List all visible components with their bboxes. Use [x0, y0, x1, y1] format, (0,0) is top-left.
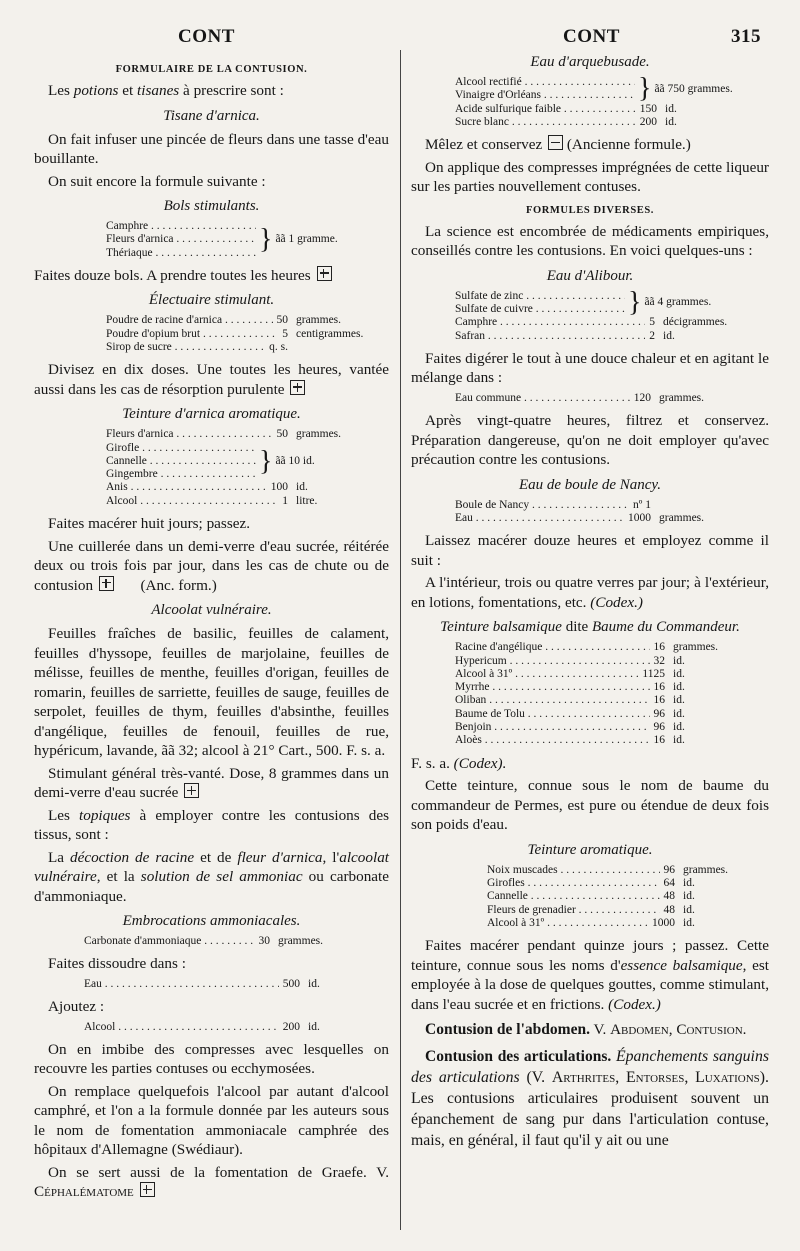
bols-ingredients — [106, 220, 389, 260]
ingredient-row: Hypericum . . . 32 id. — [455, 655, 745, 668]
section-title: FORMULAIRE DE LA CONTUSION. — [115, 64, 308, 75]
column-divider — [400, 50, 401, 1230]
ingredient-row: Anis . . . 100 id. — [106, 481, 376, 494]
recipe-title-teinture: Teinture d'arnica aromatique. — [122, 406, 301, 423]
ingredient-row: Fleurs de grenadier . . . 48 id. — [487, 904, 749, 917]
plus-box-icon — [140, 1182, 155, 1197]
alcool-ingredients — [84, 1021, 374, 1034]
ingredient-group: Sulfate de zinc . . . Sulfate de cuivre . . . } ãã 4 grammes. — [455, 290, 755, 317]
left-running-title: CONT — [178, 26, 235, 47]
decoction-paragraph: La décoction de racine et de fleur d'arnica, l'alcoolat vulnéraire, et la solution de sel ammoniac ou carbonate d'ammoniaque. — [34, 848, 390, 905]
ingredient-row: Baume de Tolu . . . 96 id. — [455, 708, 745, 721]
ingredient-row: Vinaigre d'Orléans . . . — [455, 89, 635, 102]
brace: } — [638, 73, 652, 105]
entry-heading: Contusion de l'abdomen. — [425, 1021, 590, 1039]
ingredient-row: Boule de Nancy . . . nº 1 — [455, 499, 725, 512]
ingredient-row: Sulfate de cuivre . . . — [455, 303, 625, 316]
eau-ingredients — [84, 978, 374, 991]
ingredient-row: Thériaque . . . — [106, 247, 256, 260]
nancy-paragraph: Laissez macérer douze heures et employez comme il suit : — [411, 532, 769, 569]
plus-box-icon — [184, 783, 199, 798]
ingredient-row: Fleurs d'arnica . . . — [106, 233, 256, 246]
page-number: 315 — [731, 26, 761, 47]
ingredient-row: Girofles . . . 64 id. — [487, 877, 749, 890]
bols-paragraph: Faites douze bols. A prendre toutes les heures — [34, 266, 389, 286]
ingredient-row: Aloès . . . 16 id. — [455, 734, 745, 747]
recipe-title-electuaire: Électuaire stimulant. — [148, 292, 275, 309]
ingredient-row: Carbonate d'ammoniaque . . . 30 grammes. — [84, 935, 344, 948]
interieur-paragraph: A l'intérieur, trois ou quatre verres par jour; à l'extérieur, en lotions, fomentations, etc. (Codex.) — [411, 574, 769, 611]
arquebusade-paragraph-2: On applique des compresses imprégnées de cette liqueur sur les parties nouvellement contuses. — [411, 158, 769, 196]
electuaire-paragraph: Divisez en dix doses. Une toutes les heures, vantée aussi dans les cas de résorption purulente — [34, 361, 389, 398]
ingredient-row: Sucre blanc . . . 200 id. — [455, 116, 735, 129]
ingredient-row: Poudre de racine d'arnica . . . 50 grammes. — [106, 314, 388, 327]
ingredient-row: Benjoin . . . 96 id. — [455, 721, 745, 734]
recipe-title-bols: Bols stimulants. — [163, 198, 260, 214]
teinture-paragraph-1: Faites macérer huit jours; passez. — [48, 515, 251, 533]
left-column — [34, 62, 389, 1205]
ingredient-row: Alcool à 31º . . . 1125 id. — [455, 668, 745, 681]
alibour-ingredients — [455, 286, 755, 343]
ingredient-row: Poudre d'opium brut . . . 5 centigrammes. — [106, 328, 388, 341]
ingredient-row: Alcool rectifié . . . — [455, 76, 635, 89]
recipe-title-balsamique: Teinture balsamique dite Baume du Commandeur. — [440, 619, 740, 636]
imbibe-paragraph: On en imbibe des compresses avec lesquelles on recouvre les parties contuses ou ecchymosées. — [34, 1040, 389, 1078]
arquebusade-ingredients — [455, 73, 755, 129]
entry-heading: Contusion des articulations. — [425, 1047, 612, 1065]
stimulant-paragraph: Stimulant général très-vanté. Dose, 8 grammes dans un demi-verre d'eau sucrée — [34, 764, 389, 802]
ingredient-row: Oliban . . . 16 id. — [455, 694, 745, 707]
ingredient-row: Camphre . . . — [106, 220, 256, 233]
bols-amount: ãã 1 gramme. — [275, 233, 338, 246]
ingredient-row: Cannelle . . . — [106, 455, 256, 468]
ingredient-row: Sirop de sucre . . . q. s. — [106, 341, 388, 354]
ingredient-row: Acide sulfurique faible . . . 150 id. — [455, 103, 735, 116]
brace: } — [259, 223, 273, 255]
right-column — [411, 52, 769, 1154]
ingredient-row: Racine d'angélique . . . 16 grammes. — [455, 641, 745, 654]
plus-box-icon — [290, 380, 305, 395]
brace: } — [628, 286, 642, 318]
recipe-title-nancy: Eau de boule de Nancy. — [518, 476, 662, 493]
recipe-title-alcoolat: Alcoolat vulnéraire. — [151, 602, 272, 619]
graefe-paragraph: On se sert aussi de la fomentation de Graefe. V. Céphalématome — [34, 1163, 389, 1201]
ingredient-row: Girofle . . . — [106, 442, 256, 455]
recipe-title-aromatique: Teinture aromatique. — [527, 841, 653, 858]
plus-box-icon — [317, 266, 332, 281]
eau-commune-ingredients — [455, 392, 725, 405]
topiques-paragraph: Les topiques à employer contre les contusions des tissus, sont : — [34, 806, 389, 844]
electuaire-ingredients — [106, 314, 388, 354]
dissoudre-paragraph: Faites dissoudre dans : — [48, 955, 186, 973]
ingredient-row: Fleurs d'arnica . . . 50 grammes. — [106, 428, 376, 441]
ajoutez-paragraph: Ajoutez : — [48, 998, 105, 1016]
intro-paragraph: Les potions et tisanes à prescrire sont : — [48, 82, 284, 99]
ingredient-row: Camphre . . . 5 décigrammes. — [455, 316, 755, 329]
ingredient-row: Eau commune . . . 120 grammes. — [455, 392, 725, 405]
tisane-paragraph: On fait infuser une pincée de fleurs dans une tasse d'eau bouillante. — [34, 130, 389, 167]
ingredient-row: Noix muscades . . . 96 grammes. — [487, 864, 749, 877]
teinture-paragraph-2: Une cuillerée dans un demi-verre d'eau sucrée, réitérée deux ou trois fois par jour, dans les cas de chute ou de contusion (Anc. form.) — [34, 537, 389, 594]
articulations-entry: Contusion des articulations. Épanchements sanguins des articulations (V. Arthrites, Entorses, Luxations). Les contusions articulaires produisent souvent un épanchement de sang pur dans l'articulation contuse, mais, en général, il faut qu'il y ait ou une — [411, 1047, 769, 1149]
plus-box-icon — [99, 576, 114, 591]
suit-paragraph: On suit encore la formule suivante : — [48, 172, 266, 190]
teinture-ingredients — [106, 428, 376, 508]
ingredient-row: Alcool à 31º . . . 1000 id. — [487, 917, 749, 930]
diverses-paragraph: La science est encombrée de médicaments empiriques, conseillés contre les contusions. En voici quelques-uns : — [411, 222, 769, 260]
arquebusade-paragraph-1: Mêlez et conservez (Ancienne formule.) — [425, 136, 691, 154]
right-running-title: CONT — [563, 26, 620, 47]
ingredient-row: Eau . . . 1000 grammes. — [455, 512, 725, 525]
aromatique-ingredients — [487, 864, 749, 930]
recipe-title-tisane: Tisane d'arnica. — [163, 107, 260, 124]
brace: } — [259, 445, 273, 477]
alibour-paragraph: Faites digérer le tout à une douce chaleur et en agitant le mélange dans : — [411, 349, 769, 387]
recipe-title-arquebusade: Eau d'arquebusade. — [530, 54, 650, 70]
alcoolat-paragraph: Feuilles fraîches de basilic, feuilles de calament, feuilles d'hyssope, feuilles de marjolaine, feuilles de mélisse, feuilles de menthe, feuilles d'origan, feuilles de romarin, feuilles de sarriette, feuilles de sauge, feuilles de serpolet, feuilles de thym, feuilles d'absinthe, feuilles d'angélique, feuilles de fenouil, feuilles de rue, hypéricum, lavande, ãã 32; alcool à 21° Cart., 500. F. s. a. — [34, 625, 389, 760]
ingredient-row: Eau . . . 500 id. — [84, 978, 374, 991]
balsamique-ingredients — [455, 641, 745, 747]
cette-paragraph: Cette teinture, connue sous le nom de baume du commandeur de Permes, est pure ou étendue de deux fois son poids d'eau. — [411, 777, 769, 834]
ingredient-group: Alcool rectifié . . . Vinaigre d'Orléans . . . } ãã 750 grammes. — [455, 76, 755, 103]
recipe-title-alibour: Eau d'Alibour. — [546, 267, 634, 284]
abdomen-entry: Contusion de l'abdomen. V. Abdomen, Contusion. — [425, 1021, 747, 1039]
remplace-paragraph: On remplace quelquefois l'alcool par autant d'alcool camphré, et l'on a la formule donnée par les auteurs sous le nom de fomentation ammoniacale camphrée des hôpitaux d'Allemagne (Swédiaur). — [34, 1082, 389, 1159]
ingredient-row: Cannelle . . . 48 id. — [487, 890, 749, 903]
embrocations-ingredients — [84, 935, 344, 948]
minus-box-icon — [548, 135, 563, 150]
ingredient-row: Alcool . . . 1 litre. — [106, 495, 376, 508]
apres-paragraph: Après vingt-quatre heures, filtrez et conservez. Préparation dangereuse, qu'on ne doit employer qu'avec précaution contre les contusions. — [411, 412, 769, 469]
ingredient-row: Alcool . . . 200 id. — [84, 1021, 374, 1034]
ingredient-row: Sulfate de zinc . . . — [455, 290, 625, 303]
ingredient-row: Safran . . . 2 id. — [455, 330, 755, 343]
recipe-title-embrocations: Embrocations ammoniacales. — [122, 913, 301, 930]
ingredient-group: Girofle . . . Cannelle . . . Gingembre . . . } ãã 10 id. — [106, 442, 376, 482]
nancy-ingredients — [455, 499, 725, 526]
ingredient-row: Gingembre . . . — [106, 468, 256, 481]
formules-diverses-title: FORMULES DIVERSES. — [525, 204, 655, 216]
aromatique-paragraph: Faites macérer pendant quinze jours ; passez. Cette teinture, connue sous les noms d'essence balsamique, est employée à la dose de quelques gouttes, comme stimulant, dans l'eau sucrée et en frictions. (Codex.) — [411, 937, 770, 1013]
ingredient-row: Myrrhe . . . 16 id. — [455, 681, 745, 694]
fsa-paragraph: F. s. a. (Codex). — [411, 754, 507, 772]
